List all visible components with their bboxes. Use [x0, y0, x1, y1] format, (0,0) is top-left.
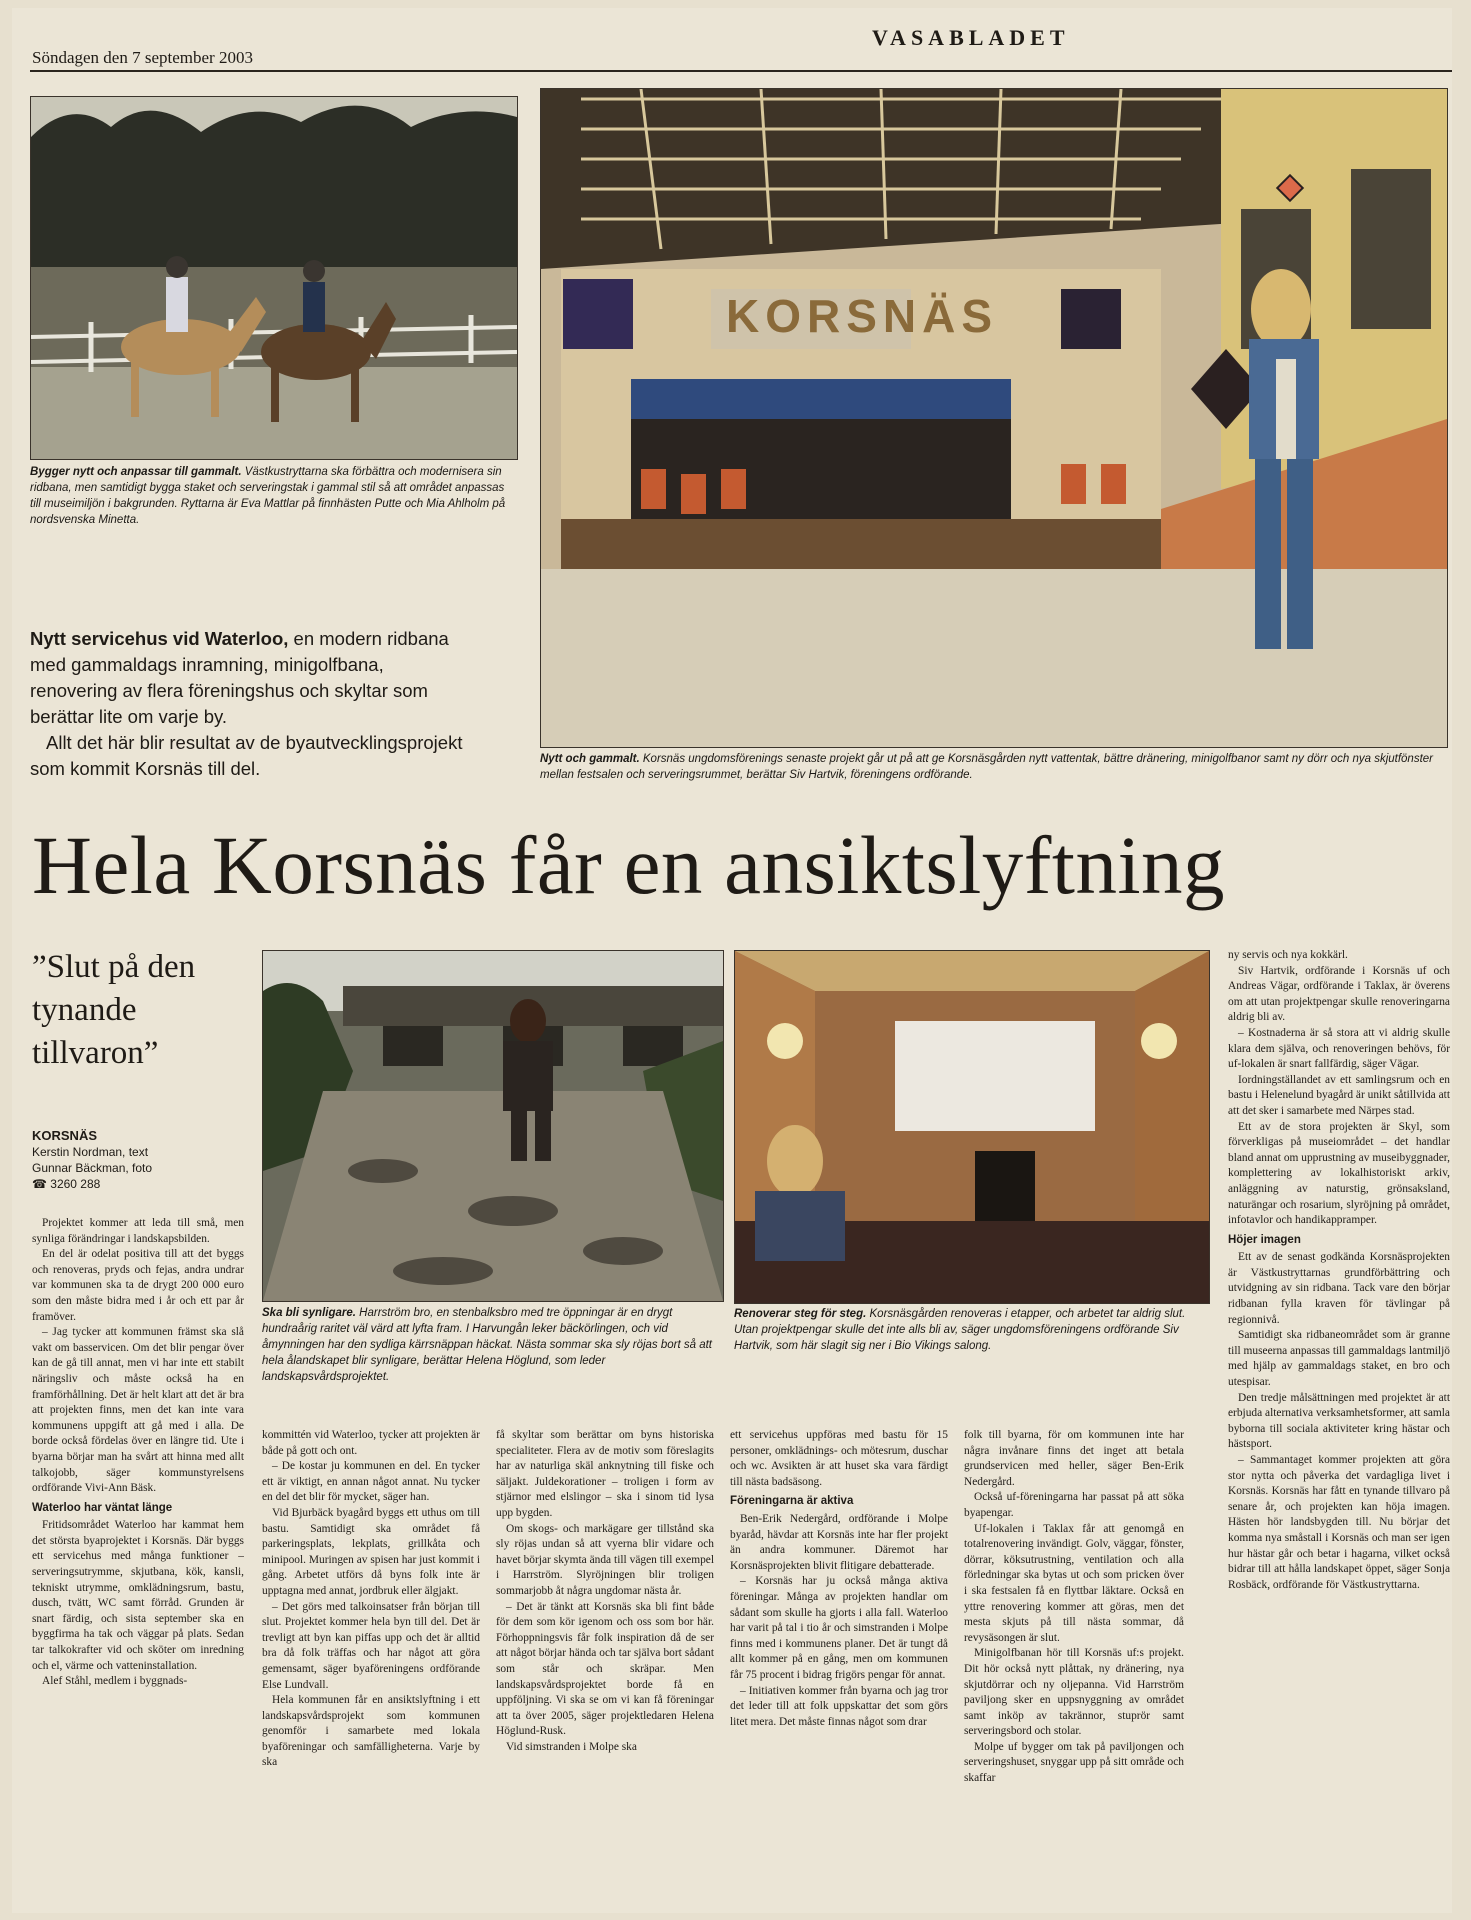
cinema-caption-text: Korsnäsgården renoveras i etapper, och arbetet tar aldrig slut. Utan projektpengar skulle det inte alls bli av, säger ungdomsföreningens ordförande Siv Hartvik, som här slagit sig ner i Bio Vikings salong. [734, 1308, 1186, 1352]
body-paragraph: – Initiativen kommer från byarna och jag tror det leder till att folk uppskattar det som görs litet mera. Det måste finnas något som drar [730, 1684, 948, 1728]
body-paragraph: Om skogs- och markägare ger tillstånd ska sly röjas undan så att vyerna blir vidare och havet börjar skymta ända till vägen till exempel i Harrström. Slyröjningen blir troligen sommarjobb åt några ungdomar nästa år. [496, 1522, 714, 1597]
riders-caption-text: Västkustryttarna ska förbättra och modernisera sin ridbana, men samtidigt bygga staket och serveringstak i gammal stil så att området anpassas till museimiljön i bakgrunden. Ryttarna är Eva Mattlar på finnhästen Putte och Mia Ahlholm på nordsvenska Minetta. [30, 466, 506, 526]
riders-caption-bold: Bygger nytt och anpassar till gammalt. [30, 466, 242, 478]
byline-author: Kerstin Nordman, text [32, 1145, 149, 1159]
cinema-photo [734, 950, 1210, 1304]
masthead-rule [30, 70, 1452, 72]
body-column-6 [1228, 948, 1450, 1906]
lead-paragraph [30, 626, 470, 782]
bridge-caption-text: Harrström bro, en stenbalksbro med tre öppningar är en drygt hundraårig raritet väl värd att lyfta fram. I Harvungån leker bäckörlingen, och vid åmynningen har den sydliga kärrsnäppan häckat. Nästa sommar ska sly röjas bort så att hela ålandskapet blir synligare, berättar Helena Höglund, som leder landskapsvårdsprojektet. [262, 1307, 712, 1383]
bridge-photo [262, 950, 724, 1302]
cinema-caption [734, 1306, 1210, 1354]
byline-phone: ☎ 3260 288 [32, 1177, 101, 1191]
body-paragraph: Ben-Erik Nedergård, ordförande i Molpe byaråd, hävdar att Korsnäs inte har fler projekt än andra kommuner. Däremot har Korsnäsprojekten blivit flitigare debatterade. [730, 1512, 948, 1572]
bridge-caption-bold: Ska bli synligare. [262, 1307, 356, 1319]
body-paragraph: Ett av de senast godkända Korsnäsprojekten är Västkustryttarnas grundförbättring och utvidgning av sin ridbana. Tack vare den börjar ridbanan fylla kraven för tävlingar på regionnivå. [1228, 1251, 1450, 1326]
body-column-2 [262, 1428, 480, 1906]
body-paragraph: Samtidigt ska ridbaneområdet som är granne till museerna anpassas till gammaldags lantmiljö med hjälp av gammaldags staket, en bro och utespisar. [1228, 1329, 1450, 1389]
body-paragraph: ny servis och nya kokkärl. [1228, 949, 1348, 961]
byline-photographer: Gunnar Bäckman, foto [32, 1161, 153, 1175]
bridge-caption [262, 1305, 724, 1385]
body-paragraph: – Det är tänkt att Korsnäs ska bli fint både för dem som kör igenom och oss som bor här. Förhoppningsvis får folk inspiration då de ser att något börjar hända och tar själva bort sådant som står och skräpar. Men landskapsvårdsprojektet borde få en uppföljning. Vi ska se om vi kan få föreningar att ta över 2005, säger projektledaren Helena Höglund-Rusk. [496, 1600, 714, 1738]
pull-quote: ”Slut på den tynande tillvaron” [32, 949, 196, 1071]
body-column-3 [496, 1428, 714, 1906]
subheading: Höjer imagen [1228, 1233, 1301, 1246]
newspaper-page [12, 8, 1452, 1913]
byline-place: KORSNÄS [32, 1128, 98, 1143]
body-paragraph: – De kostar ju kommunen en del. En tycker ett är viktigt, en annan något annat. Nu tycker en del det blir för mycket, säger han. [262, 1460, 480, 1504]
subheading: Waterloo har väntat länge [32, 1501, 173, 1514]
lead-text-1: en modern ridbana med gammaldags inramning, minigolfbana, renovering av flera föreningshus och skyltar som berättar lite om varje by. [30, 628, 449, 727]
headline: Hela Korsnäs får en ansiktslyftning [32, 819, 1226, 911]
body-paragraph: Molpe uf bygger om tak på paviljongen och serveringshuset, snyggar upp på sitt område och skaffar [964, 1740, 1184, 1785]
lead-bold: Nytt servicehus vid Waterloo, [30, 628, 289, 649]
body-paragraph: Projektet kommer att leda till små, men synliga förändringar i landskapsbilden. [32, 1217, 244, 1245]
hall-caption-text: Korsnäs ungdomsförenings senaste projekt går ut på att ge Korsnäsgården nytt vattentak, bättre dränering, minigolfbanor samt ny dörr och nya skjutfönster mellan festsalen och serveringsrummet, berättar Siv Hartvik, föreningens ordförande. [540, 753, 1433, 781]
body-paragraph: Vid Bjurbäck byagård byggs ett uthus om till bastu. Samtidigt ska området få parkeringsplats, lekplats, grillkåta och minipool. Muringen av spisen har just kommit i gång. Arbetet utförs då byns folk inte är upptagna med annat, jordbruk eller älgjakt. [262, 1506, 480, 1597]
issue-date: Söndagen den 7 september 2003 [32, 48, 253, 67]
cinema-caption-bold: Renoverar steg för steg. [734, 1308, 867, 1320]
lead-text-2: Allt det här blir resultat av de byautvecklingsprojekt som kommit Korsnäs till del. [30, 732, 463, 779]
body-paragraph: Vid simstranden i Molpe ska [506, 1740, 637, 1753]
body-paragraph: – Kostnaderna är så stora att vi aldrig skulle klara dem själva, och renoveringen behövs, för uf-lokalen är snart fallfärdig, säger Vägar. [1228, 1026, 1450, 1071]
hall-sign: KORSNÄS [726, 290, 999, 342]
body-paragraph: – Jag tycker att kommunen främst ska slå vakt om basservicen. Om det blir pengar över kan de gå till annat, men vi har inte ett stabilt näringsliv och måste också ha en framförhållning. Det är helt klart att det är bra att projekten finns, men det kan inte vara kommunens uppgift att gå med i alla. De borde också fördelas över en längre tid. Ute i byarna börjar man ha svårt att hinna med allt talkojobb, säger kommunstyrelsens ordförande Vivi-Ann Bäsk. [32, 1326, 244, 1495]
body-paragraph: – Sammantaget kommer projekten att göra stor nytta och påverka det vardagliga livet i Korsnäs. Korsnäs har fått en tynande tillvaro på senare år, och projekten kan höja imagen. Hästen hör landsbygden till. Nu börjar det komma nya småstall i Korsnäs och man ser igen hur hästar går och betar i hagarna, vilket också bidrar till att hålla landskapet öppet, säger Sonja Rosbäck, ordförande för Västkustryttarna. [1228, 1454, 1450, 1591]
body-paragraph: ett servicehus uppföras med bastu för 15 personer, omklädnings- och mötesrum, duschar och wc. Avsikten är att huset ska vara färdigt till nästa badsäsong. [730, 1429, 948, 1488]
body-column-1 [32, 1216, 244, 1906]
body-paragraph: få skyltar som berättar om byns historiska specialiteter. Flera av de motiv som föreslagits har av naturliga skäl anknytning till fiske och säljakt. Juldekorationer – troligen i form av stjärnor med elslingor – ska i sinom tid lysa upp bygden. [496, 1429, 714, 1519]
body-paragraph: Uf-lokalen i Taklax får att genomgå en totalrenovering invändigt. Golv, väggar, fönster, dörrar, köksutrustning, ventilation och alla förledningar ska bytas ut och som pricken över i ska festsalen få en flyttbar läktare. Också en yttre renovering kommer att göras, men det mesta skjuts på till nästa sommar, då revysäsongen är slut. [964, 1522, 1184, 1644]
body-paragraph: Iordningställandet av ett samlingsrum och en bastu i Helenelund byagård är unikt såtillvida att att det sker i samarbete med Närpes stad. [1228, 1073, 1450, 1117]
body-paragraph: Den tredje målsättningen med projektet är att erbjuda alternativa verksamhetsformer, att samla byborna till sociala aktiviteter kring hästar och hästsport. [1228, 1391, 1450, 1451]
hall-caption [540, 751, 1448, 783]
byline [32, 1128, 252, 1192]
body-paragraph: Ett av de stora projekten är Skyl, som förverkligas på museiområdet – det handlar bland annat om upprustning av museibyggnader, komplettering av lokalhistoriskt arkiv, anläggning av naturstig, grönsaksland, naturängar och rosarium, slyröjning på området, infotavlor och handikappramper. [1228, 1120, 1450, 1227]
subheading: Föreningarna är aktiva [730, 1495, 854, 1508]
body-paragraph: En del är odelat positiva till att det byggs och renoveras, pryds och fejas, andra undrar var kommunen ska ta de drygt 200 000 euro som den måste bidra med i år och ett par år framöver. [32, 1248, 244, 1323]
riders-caption [30, 464, 516, 528]
body-column-4 [730, 1428, 948, 1906]
hall-photo [540, 88, 1448, 748]
body-paragraph: Alef Ståhl, medlem i byggnads- [42, 1675, 188, 1688]
body-paragraph: Fritidsområdet Waterloo har kammat hem det största byaprojektet i Korsnäs. Där byggs ett servicehus med många funktioner – serveringsutrymme, skjutbana, kök, kansli, tekniskt utrymme, omklädningsrum, bastu, dusch, tvätt, WC samt förråd. Grunden är snart färdig, och sista september ska en byggfirma ha tak och väggar på plats. Sedan tar talkokrafter vid och sköter om inredning och el, värme och vatteninstallation. [32, 1519, 244, 1672]
body-column-5 [964, 1428, 1184, 1906]
body-paragraph: – Det görs med talkoinsatser från början till slut. Projektet kommer hela byn till del. Det är trevligt att byn kan piffas upp och det är alltid bra då folk träffas och har något att göra gemensamt, säger byaföreningens ordförande Else Lundvall. [262, 1600, 480, 1691]
body-paragraph: folk till byarna, för om kommunen inte har några invånare finns det inget att betala grundservicen med heller, säger Ben-Erik Nedergård. [964, 1429, 1184, 1488]
body-paragraph: Siv Hartvik, ordförande i Korsnäs uf och Andreas Vägar, ordförande i Taklax, är överens om att utan projektpengar skulle renoveringarna aldrig bli av. [1228, 964, 1450, 1024]
body-paragraph: Också uf-föreningarna har passat på att söka byapengar. [964, 1491, 1184, 1519]
hall-caption-bold: Nytt och gammalt. [540, 753, 640, 765]
body-paragraph: Minigolfbanan hör till Korsnäs uf:s projekt. Dit hör också nytt plåttak, ny dränering, nya skjutdörrar och ny oljepanna. Vid Harrström paviljong sker en uppsnyggning av området samt inköp av takrännor, stuprör samt serveringsbord och stolar. [964, 1647, 1184, 1738]
body-paragraph: kommittén vid Waterloo, tycker att projekten är både på gott och ont. [262, 1429, 480, 1457]
newspaper-name: VASABLADET [872, 25, 1070, 50]
body-paragraph: Hela kommunen får en ansiktslyftning i ett landskapsvårdsprojekt som kommunen genomför i samarbete med lokala byaföreningar och samfälligheterna. Varje by ska [262, 1694, 480, 1769]
riders-photo [30, 96, 518, 460]
body-paragraph: – Korsnäs har ju också många aktiva föreningar. Många av projekten handlar om sådant som skulle ha gjorts i alla fall. Waterloo har varit på tal i tio år och simstranden i Molpe finns med i kommunens planer. Det är tungt då allt kommer på en gång, men om kommunen får 75 procent i bidrag frigörs pengar för annat. [730, 1575, 948, 1681]
